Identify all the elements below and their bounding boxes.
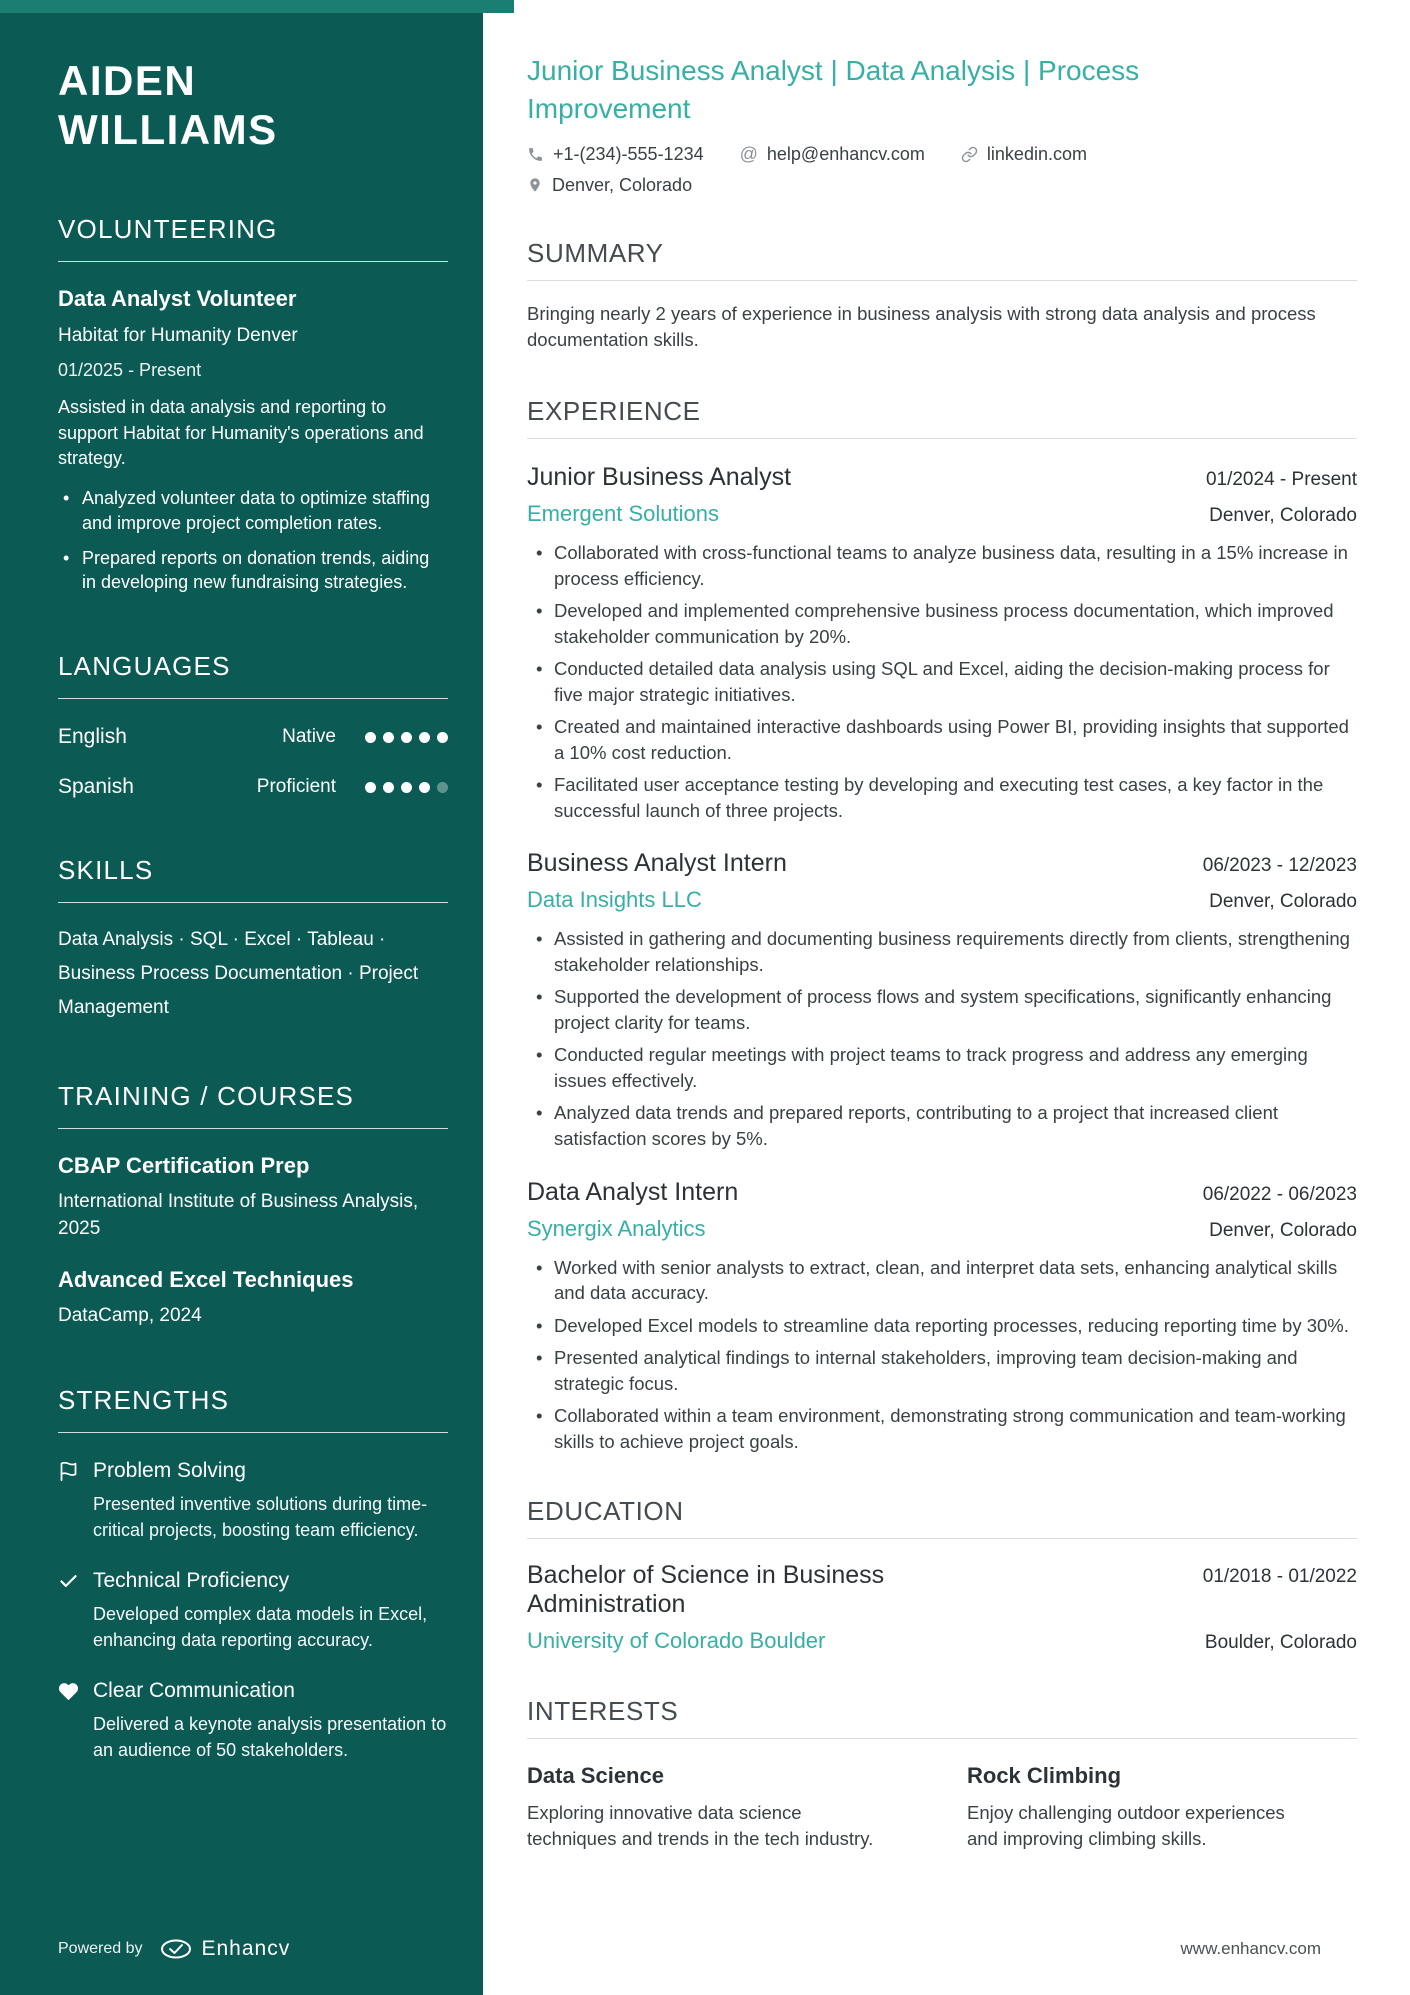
job-dates: 06/2022 - 06/2023	[1202, 1183, 1357, 1205]
school-name: University of Colorado Boulder	[527, 1628, 826, 1654]
summary-text: Bringing nearly 2 years of experience in business analysis with strong data analysis and process documentation skills.	[527, 302, 1316, 351]
top-accent-bar	[0, 0, 514, 13]
enhancv-logo-icon	[159, 1938, 193, 1960]
volunteering-section	[58, 214, 448, 595]
phone-icon	[527, 146, 544, 163]
strength-title: Technical Proficiency	[93, 1569, 290, 1593]
phone-contact[interactable]	[527, 144, 704, 165]
skills-heading: SKILLS	[58, 855, 448, 903]
job-bullet: • Collaborated within a team environment, demonstrating strong communication and team-working skills to achieve project goals.	[527, 1403, 1357, 1454]
strength-item	[58, 1569, 448, 1653]
strengths-heading: STRENGTHS	[58, 1385, 448, 1433]
education-subhead	[527, 1628, 1357, 1654]
language-proficiency-dots	[358, 782, 448, 793]
strength-title: Problem Solving	[93, 1459, 246, 1483]
skills-list: Data Analysis · SQL · Excel · Tableau · Business Process Documentation · Project Management	[58, 929, 419, 1018]
job-bullet: • Supported the development of process flows and system specifications, significantly enhancing project clarity for teams.	[527, 984, 1357, 1035]
location-contact	[527, 175, 692, 196]
language-proficiency-dots	[358, 732, 448, 743]
experience-section	[527, 396, 1357, 1454]
phone-number: +1-(234)-555-1234	[553, 143, 704, 164]
proficiency-dot	[419, 782, 430, 793]
job-bullet-list	[527, 926, 1357, 1151]
job-subhead	[527, 501, 1357, 527]
proficiency-dot	[401, 782, 412, 793]
job-bullet: • Presented analytical findings to internal stakeholders, improving team decision-making and strategic focus.	[527, 1345, 1357, 1396]
job-head	[527, 463, 1357, 492]
main-content	[527, 0, 1357, 1853]
job-bullet: • Developed Excel models to streamline data reporting processes, reducing reporting time by 30%.	[527, 1313, 1357, 1339]
job-bullet: • Assisted in gathering and documenting business requirements directly from clients, strengthening stakeholder relationships.	[527, 926, 1357, 977]
job-bullet: • Analyzed data trends and prepared reports, contributing to a project that increased client satisfaction scores by 5%.	[527, 1100, 1357, 1151]
proficiency-dot	[383, 782, 394, 793]
job-subhead	[527, 1216, 1357, 1242]
course-item	[58, 1267, 448, 1330]
strength-title: Clear Communication	[93, 1679, 295, 1703]
language-row	[58, 775, 448, 799]
job-head	[527, 849, 1357, 878]
experience-heading: EXPERIENCE	[527, 396, 1357, 439]
email-address: help@enhancv.com	[766, 143, 925, 164]
sidebar-footer	[58, 1937, 290, 1961]
education-section	[527, 1496, 1357, 1654]
summary-heading: SUMMARY	[527, 238, 1357, 281]
job-title: Business Analyst Intern	[527, 849, 787, 878]
strength-item	[58, 1459, 448, 1543]
strength-head	[58, 1679, 448, 1703]
job-bullet-list	[527, 540, 1357, 823]
location-row	[527, 175, 1357, 196]
job-location: Denver, Colorado	[1209, 505, 1357, 527]
languages-section	[58, 651, 448, 799]
volunteering-description: Assisted in data analysis and reporting to support Habitat for Humanity's operations and strategy.	[58, 397, 424, 469]
strength-description: Developed complex data models in Excel, enhancing data reporting accuracy.	[93, 1604, 428, 1650]
job-bullet: • Worked with senior analysts to extract, clean, and interpret data sets, enhancing analytical skills and data accuracy.	[527, 1255, 1357, 1306]
language-row	[58, 725, 448, 749]
enhancv-logo[interactable]	[159, 1937, 291, 1961]
job-dates: 01/2024 - Present	[1205, 469, 1357, 491]
link-text: linkedin.com	[986, 143, 1087, 164]
website-link[interactable]: www.enhancv.com	[1180, 1939, 1321, 1958]
proficiency-dot	[365, 732, 376, 743]
language-level: Native	[282, 726, 336, 748]
course-title: Advanced Excel Techniques	[58, 1266, 354, 1292]
job-bullet: • Developed and implemented comprehensive business process documentation, which improved stakeholder communication by 20%.	[527, 598, 1357, 649]
job-bullet: • Collaborated with cross-functional teams to analyze business data, resulting in a 15% increase in process efficiency.	[527, 540, 1357, 591]
job-title: Junior Business Analyst	[527, 463, 792, 492]
summary-section	[527, 238, 1357, 355]
contact-row	[527, 144, 1357, 165]
link-icon	[961, 146, 978, 163]
candidate-name	[58, 56, 448, 154]
proficiency-dot	[437, 732, 448, 743]
interests-grid	[527, 1763, 1357, 1853]
job-entry	[527, 849, 1357, 1151]
location-text: Denver, Colorado	[552, 174, 693, 195]
strength-head	[58, 1569, 448, 1593]
interests-section	[527, 1696, 1357, 1853]
job-dates: 06/2023 - 12/2023	[1202, 855, 1357, 877]
course-provider: DataCamp, 2024	[58, 1304, 202, 1326]
interest-title: Data Science	[527, 1763, 664, 1789]
interest-description: Exploring innovative data science techniques and trends in the tech industry.	[527, 1802, 874, 1850]
job-entry	[527, 463, 1357, 823]
sidebar	[0, 0, 483, 1995]
interest-item	[967, 1763, 1357, 1853]
strength-description: Presented inventive solutions during time-critical projects, boosting team efficiency.	[93, 1494, 428, 1540]
proficiency-dot	[401, 732, 412, 743]
enhancv-logo-text: Enhancv	[201, 1937, 291, 1960]
job-company: Data Insights LLC	[527, 887, 702, 913]
volunteering-bullet: • Prepared reports on donation trends, aiding in developing new fundraising strategies.	[58, 546, 448, 596]
job-bullet: • Created and maintained interactive dashboards using Power BI, providing insights that supported a 10% cost reduction.	[527, 714, 1357, 765]
interest-description: Enjoy challenging outdoor experiences and improving climbing skills.	[967, 1802, 1285, 1850]
check-icon	[58, 1571, 79, 1592]
flag-icon	[58, 1461, 79, 1482]
education-dates: 01/2018 - 01/2022	[1202, 1566, 1357, 1588]
strengths-section	[58, 1385, 448, 1763]
skills-section	[58, 855, 448, 1024]
interest-item	[527, 1763, 917, 1853]
degree-title: Bachelor of Science in Business Administration	[527, 1561, 885, 1619]
job-bullet-list	[527, 1255, 1357, 1455]
job-company: Emergent Solutions	[527, 501, 719, 527]
languages-heading: LANGUAGES	[58, 651, 448, 699]
volunteering-organization: Habitat for Humanity Denver	[58, 325, 298, 347]
proficiency-dot	[437, 782, 448, 793]
training-section	[58, 1081, 448, 1330]
language-level: Proficient	[256, 776, 336, 798]
at-icon: @	[739, 143, 758, 164]
job-location: Denver, Colorado	[1209, 1219, 1357, 1241]
resume-headline: Junior Business Analyst | Data Analysis | Process Improvement	[527, 55, 1140, 124]
job-head	[527, 1178, 1357, 1207]
interests-heading: INTERESTS	[527, 1696, 1357, 1739]
job-location: Denver, Colorado	[1209, 891, 1357, 913]
course-title: CBAP Certification Prep	[58, 1152, 310, 1178]
training-heading: TRAINING / COURSES	[58, 1081, 448, 1129]
job-bullet: • Conducted detailed data analysis using SQL and Excel, aiding the decision-making process for five major strategic initiatives.	[527, 656, 1357, 707]
volunteering-dates: 01/2025 - Present	[58, 360, 202, 381]
job-subhead	[527, 887, 1357, 913]
strength-head	[58, 1459, 448, 1483]
volunteering-heading: VOLUNTEERING	[58, 214, 448, 262]
strength-item	[58, 1679, 448, 1763]
language-name: English	[58, 725, 127, 749]
job-title: Data Analyst Intern	[527, 1177, 739, 1206]
volunteering-role-title: Data Analyst Volunteer	[58, 286, 297, 312]
course-provider: International Institute of Business Analysis, 2025	[58, 1190, 419, 1240]
email-contact[interactable]	[740, 144, 925, 165]
language-name: Spanish	[58, 775, 134, 799]
proficiency-dot	[365, 782, 376, 793]
volunteering-bullet-list	[58, 486, 448, 595]
proficiency-dot	[383, 732, 394, 743]
candidate-first-name: AIDEN	[58, 57, 197, 104]
proficiency-dot	[419, 732, 430, 743]
job-bullet: • Facilitated user acceptance testing by developing and executing test cases, a key factor in the successful launch of three projects.	[527, 772, 1357, 823]
volunteering-bullet: • Analyzed volunteer data to optimize staffing and improve project completion rates.	[58, 486, 448, 536]
powered-by-label: Powered by	[58, 1940, 143, 1957]
location-pin-icon	[527, 177, 543, 193]
education-heading: EDUCATION	[527, 1496, 1357, 1539]
link-contact[interactable]	[961, 144, 1087, 165]
school-location: Boulder, Colorado	[1204, 1632, 1357, 1654]
heart-icon	[58, 1681, 79, 1702]
education-head	[527, 1561, 1357, 1619]
course-item	[58, 1153, 448, 1243]
job-bullet: • Conducted regular meetings with project teams to track progress and address any emerging issues effectively.	[527, 1042, 1357, 1093]
candidate-last-name: WILLIAMS	[58, 106, 278, 154]
interest-title: Rock Climbing	[967, 1763, 1122, 1789]
job-entry	[527, 1178, 1357, 1455]
job-company: Synergix Analytics	[527, 1215, 706, 1241]
strength-description: Delivered a keynote analysis presentation to an audience of 50 stakeholders.	[93, 1714, 447, 1761]
